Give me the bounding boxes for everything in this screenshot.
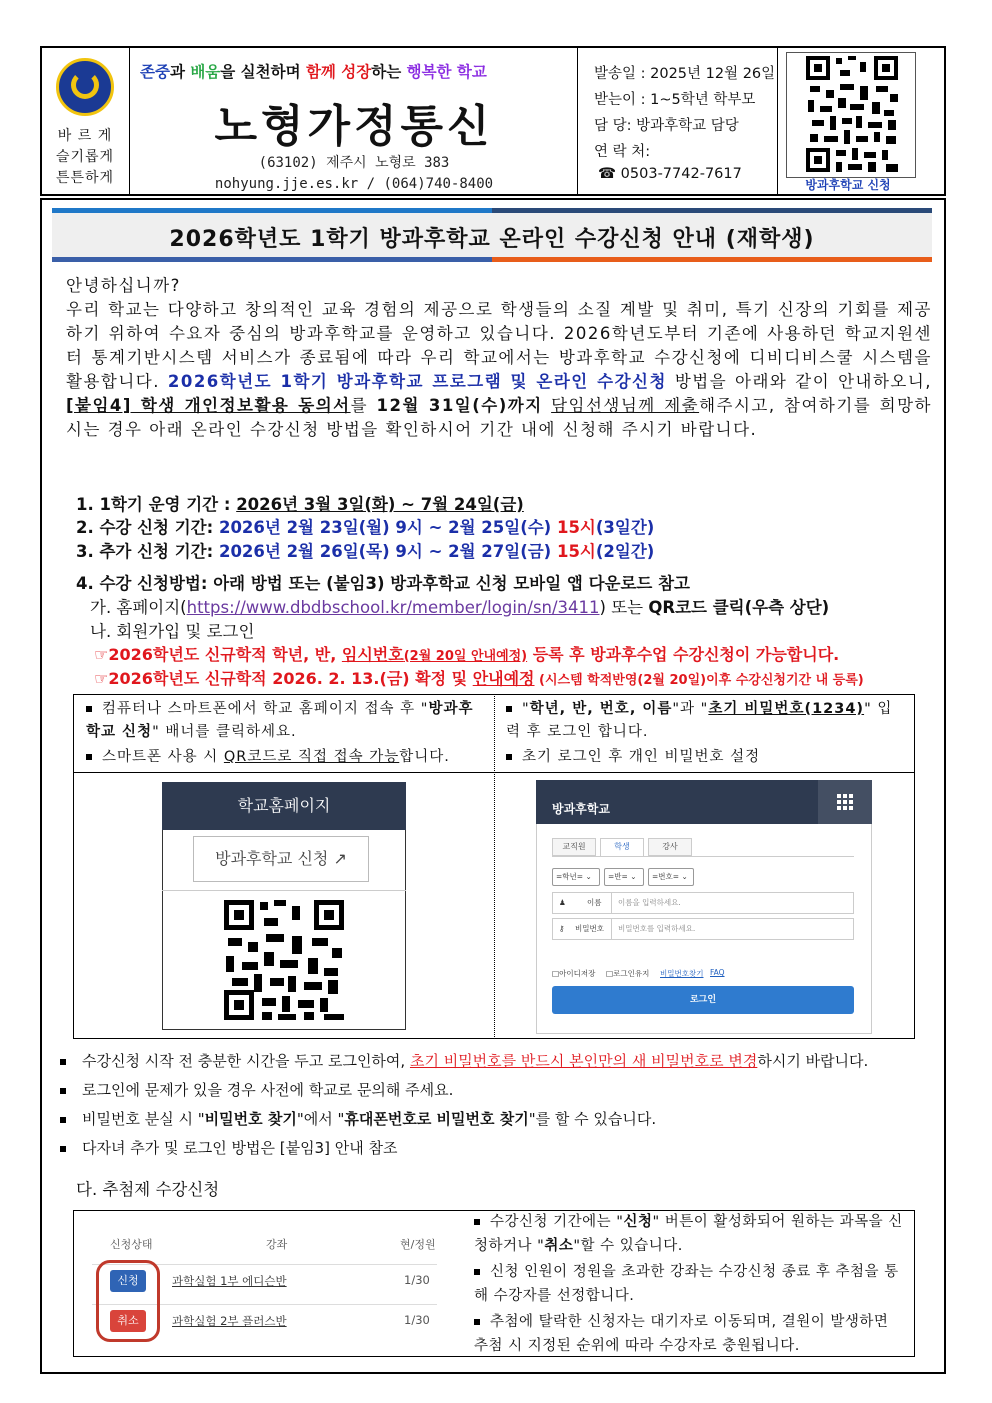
tab-instructor[interactable]: 강사 — [648, 838, 692, 856]
guide-left-bullet-1: 컴퓨터나 스마트폰에서 학교 홈페이지 접속 후 "방과후학교 신청" 배너를 클릭하세요. — [86, 701, 474, 740]
qr-code-icon[interactable] — [806, 56, 898, 172]
course-count: 1/30 — [404, 1313, 430, 1327]
guide-right-bullet-2: 초기 로그인 후 개인 비밀번호 설정 — [506, 746, 906, 769]
info-cell — [578, 48, 778, 194]
afterschool-banner-button[interactable]: 방과후학교 신청 ↗ — [193, 836, 369, 882]
school-slogan: 존중과 배움을 실천하며 함께 성장하는 행복한 학교 — [140, 63, 487, 81]
contact-label: 연 락 처: — [594, 144, 651, 160]
keep-login-checkbox[interactable]: □로그인유지 — [606, 969, 650, 978]
method-lottery: 다. 추첨제 수강신청 — [76, 1180, 220, 1199]
school-motto: 바 르 게 슬기롭게 튼튼하게 — [55, 128, 115, 186]
course-table — [92, 1220, 437, 1342]
item-additional-period: 3. 추가 신청 기간: 2026년 2월 26일(목) 9시 ~ 2월 27일(금) 15시(2일간) — [76, 542, 655, 561]
homepage-qr-code-icon[interactable] — [224, 900, 344, 1020]
greeting: 안녕하십니까? — [66, 276, 181, 295]
lottery-bullet-3: 추첨에 탈락한 신청자는 대기자로 이동되며, 결원이 발생하면 추첨 시 지정된 순위에 따라 수강자로 충원됩니다. — [474, 1314, 889, 1354]
lottery-bullet-2: 신청 인원이 정원을 초과한 강좌는 수강신청 종료 후 추첨을 통해 수강자를 선정합니다. — [474, 1264, 899, 1304]
qr-cell — [778, 48, 946, 194]
course-name[interactable]: 과학실험 2부 플러스반 — [172, 1314, 287, 1328]
item-registration-period: 2. 수강 신청 기간: 2026년 2월 23일(월) 9시 ~ 2월 25일(수) 15시(3일간) — [76, 518, 655, 537]
send-date: 발송일 : 2025년 12월 26일 — [594, 66, 776, 82]
logo-cell — [42, 48, 130, 194]
key-icon: ⚷ — [559, 924, 565, 933]
tab-staff[interactable]: 교직원 — [552, 838, 596, 856]
guide-left-bullet-2: 스마트폰 사용 시 QR코드로 직접 접속 가능합니다. — [86, 746, 486, 769]
phone-number: ☎ 0503-7742-7617 — [598, 166, 742, 182]
col-header-status: 신청상태 — [110, 1238, 153, 1251]
class-select[interactable]: =반= ⌄ — [604, 868, 644, 886]
school-logo-icon — [56, 58, 114, 116]
grade-select[interactable]: =학년= ⌄ — [552, 868, 600, 886]
manager: 담 당: 방과후학교 담당 — [594, 118, 739, 134]
password-field[interactable]: ⚷ 비밀번호 비밀번호를 입력하세요. — [552, 918, 854, 940]
login-button[interactable]: 로그인 — [552, 986, 854, 1014]
homepage-header: 학교홈페이지 — [162, 782, 406, 830]
lottery-bullet-1: 수강신청 기간에는 "신청" 버튼이 활성화되어 원하는 과목을 신청하거나 "취소"할 수 있습니다. — [474, 1214, 903, 1254]
title-cell — [130, 48, 578, 194]
faq-link[interactable]: FAQ — [710, 968, 725, 977]
user-icon: ♟ — [559, 898, 566, 907]
login-header-title: 방과후학교 — [552, 802, 610, 816]
newsletter-header — [40, 46, 946, 196]
qr-caption: 방과후학교 신청 — [805, 178, 891, 192]
tab-student[interactable]: 학생 — [600, 838, 644, 856]
col-header-course: 강좌 — [266, 1238, 288, 1251]
cancel-button[interactable]: 취소 — [110, 1310, 146, 1332]
school-contact: nohyung.jje.es.kr / (064)740-8400 — [214, 176, 494, 192]
item-registration-method: 4. 수강 신청방법: 아래 방법 또는 (붙임3) 방과후학교 신청 모바일 앱 다운로드 참고 — [76, 574, 690, 593]
registration-link[interactable]: https://www.dbdbschool.kr/member/login/sn/3411 — [186, 598, 600, 617]
method-homepage: 가. 홈페이지(https://www.dbdbschool.kr/member/login/sn/3411) 또는 QR코드 클릭(우측 상단) — [90, 598, 830, 617]
number-select[interactable]: =번호= ⌄ — [648, 868, 694, 886]
note-password-recovery: 비밀번호 분실 시 "비밀번호 찾기"에서 "휴대폰번호로 비밀번호 찾기"를 할 수 있습니다. — [60, 1108, 656, 1129]
col-header-count: 현/정원 — [400, 1238, 436, 1251]
note-multi-child: 다자녀 추가 및 로그인 방법은 [붙임3] 안내 참조 — [60, 1137, 397, 1158]
note-change-password: 수강신청 시작 전 충분한 시간을 두고 로그인하여, 초기 비밀번호를 반드시 본인만의 새 비밀번호로 변경하시기 바랍니다. — [60, 1050, 868, 1071]
menu-grid-icon[interactable] — [818, 780, 872, 824]
find-password-link[interactable]: 비밀번호찾기 — [660, 969, 704, 978]
recipient: 받는이 : 1~5학년 학부모 — [594, 92, 756, 108]
intro-paragraph: 우리 학교는 다양하고 창의적인 교육 경험의 제공으로 학생들의 소질 계발 및 취미, 특기 신장의 기회를 제공하기 위하여 수요자 중심의 방과후학교를 운영하고 있습니다. 2026학년도부터 기존에 사용하던 학교지원센터 통계기반시스템 서비스가 종료됨에 따라 우리 학교에서는 방과후학교 수강신청에 디비디비스쿨 시스템을 활용합니다. 2026학년도 1학기 방과후학교 프로그램 및 온라인 수강신청 방법을 아래와 같이 안내하오니, [붙임4] 학생 개인정보활용 동의서를 12월 31일(수)까지 담임선생님께 제출해주시고, 참여하기를 희망하시는 경우 아래 온라인 수강신청 방법을 확인하시어 기간 내에 신청해 주시기 바랍니다. — [66, 300, 933, 439]
course-count: 1/30 — [404, 1273, 430, 1287]
notice-temp-number: ☞2026학년도 신규학적 학년, 반, 임시번호(2월 20일 안내예정) 등록 후 방과후수업 수강신청이 가능합니다. — [94, 645, 840, 664]
item-operation-period: 1. 1학기 운영 기간 : 2026년 3월 3일(화) ~ 7월 24일(금) — [76, 495, 524, 514]
guide-right-bullet-1: "학년, 반, 번호, 이름"과 "초기 비밀번호(1234)" 입력 후 로그인 합니다. — [506, 701, 893, 740]
method-login: 나. 회원가입 및 로그인 — [90, 622, 255, 641]
newsletter-name: 노형가정통신 — [214, 101, 494, 152]
school-address: (63102) 제주시 노형로 383 — [258, 155, 450, 171]
notice-confirm-date: ☞2026학년도 신규학적 2026. 2. 13.(금) 확정 및 안내예정 (시스템 학적반영(2월 20일)이후 수강신청기간 내 등록) — [94, 669, 864, 688]
note-login-problem: 로그인에 문제가 있을 경우 사전에 학교로 문의해 주세요. — [60, 1079, 453, 1100]
signup-button[interactable]: 신청 — [110, 1270, 146, 1292]
name-field[interactable]: ♟ 이름 이름을 입력하세요. — [552, 892, 854, 914]
remember-id-checkbox[interactable]: □아이디저장 — [552, 969, 596, 978]
course-name[interactable]: 과학실험 1부 에디슨반 — [172, 1274, 287, 1288]
page-title: 2026학년도 1학기 방과후학교 온라인 수강신청 안내 (재학생) — [169, 227, 815, 252]
